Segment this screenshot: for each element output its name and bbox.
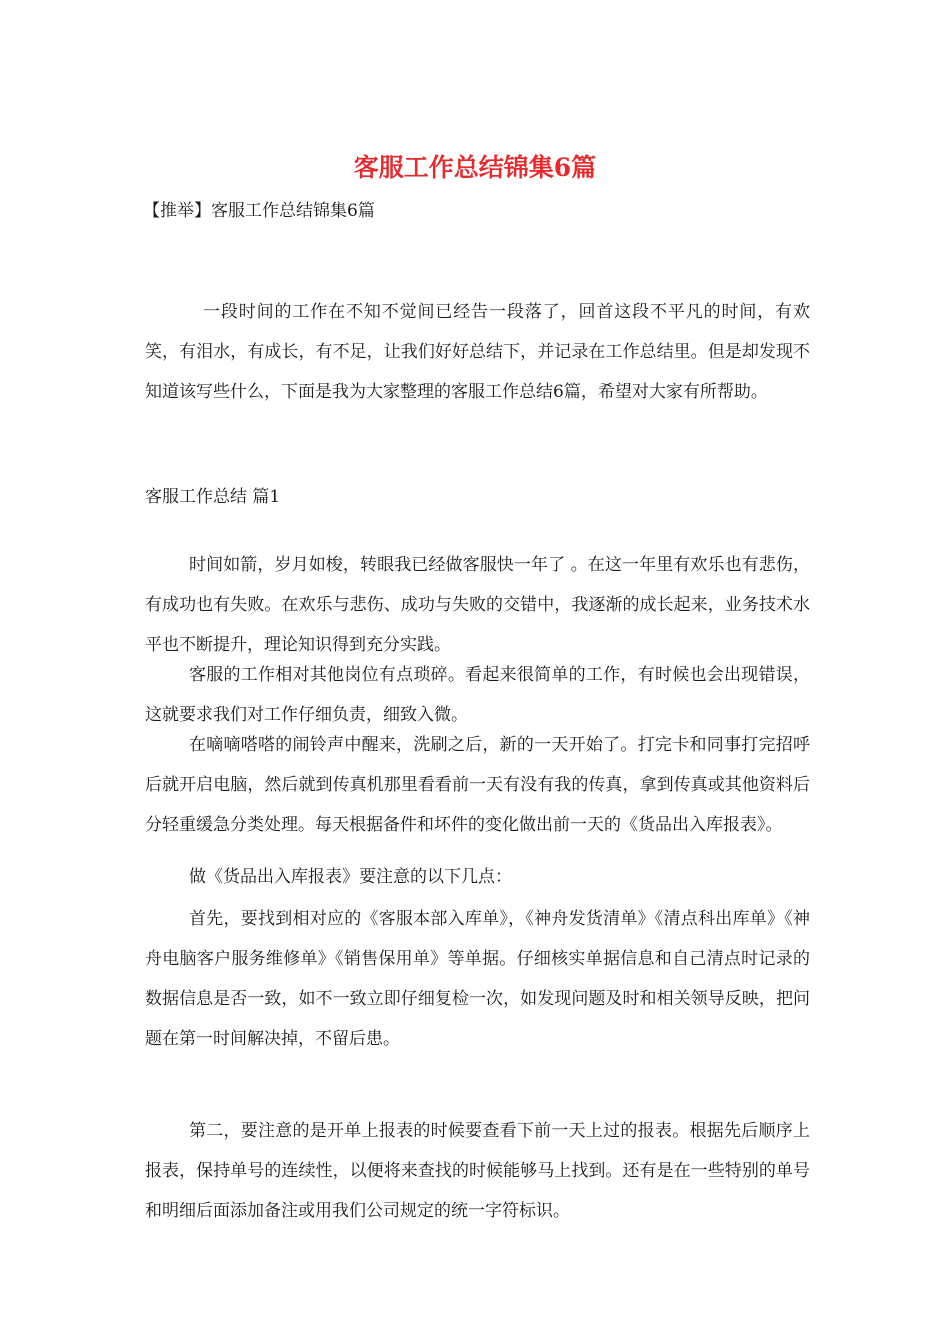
body-paragraph-3: 在嘀嘀嗒嗒的闹铃声中醒来，洗刷之后，新的一天开始了。打完卡和同事打完招呼后就开启电脑，然后就到传真机那里看看前一天有没有我的传真，拿到传真或其他资料后分轻重缓急分类处理。每天根据备件和坏件的变化做出前一天的《货品出入库报表》。	[145, 735, 810, 835]
body-paragraph-2: 客服的工作相对其他岗位有点琐碎。看起来很简单的工作，有时候也会出现错误，这就要求我们对工作仔细负责，细致入微。	[145, 665, 810, 725]
document-subtitle: 【推举】客服工作总结锦集6篇	[143, 201, 375, 221]
section-heading: 客服工作总结 篇1	[145, 487, 281, 507]
document-title: 客服工作总结锦集6篇	[353, 153, 597, 182]
body-paragraph-6: 第二，要注意的是开单上报表的时候要查看下前一天上过的报表。根据先后顺序上报表，保持单号的连续性，以便将来查找的时候能够马上找到。还有是在一些特别的单号和明细后面添加备注或用我们公司规定的统一字符标识。	[145, 1121, 810, 1221]
body-paragraph-4: 做《货品出入库报表》要注意的以下几点：	[189, 867, 512, 887]
body-paragraph-1: 时间如箭，岁月如梭，转眼我已经做客服快一年了 。在这一年里有欢乐也有悲伤，有成功也有失败。在欢乐与悲伤、成功与失败的交错中，我逐渐的成长起来，业务技术水平也不断提升，理论知识得到充分实践。	[145, 555, 810, 655]
body-paragraph-5: 首先，要找到相对应的《客服本部入库单》，《神舟发货清单》《清点科出库单》《神舟电脑客户服务维修单》《销售保用单》等单据。仔细核实单据信息和自己清点时记录的数据信息是否一致，如不一致立即仔细复检一次，如发现问题及时和相关领导反映，把问题在第一时间解决掉，不留后患。	[145, 909, 810, 1049]
intro-paragraph: 一段时间的工作在不知不觉间已经告一段落了，回首这段不平凡的时间，有欢笑，有泪水，有成长，有不足，让我们好好总结下，并记录在工作总结里。但是却发现不知道该写些什么，下面是我为大家整理的客服工作总结6篇，希望对大家有所帮助。	[145, 302, 810, 402]
